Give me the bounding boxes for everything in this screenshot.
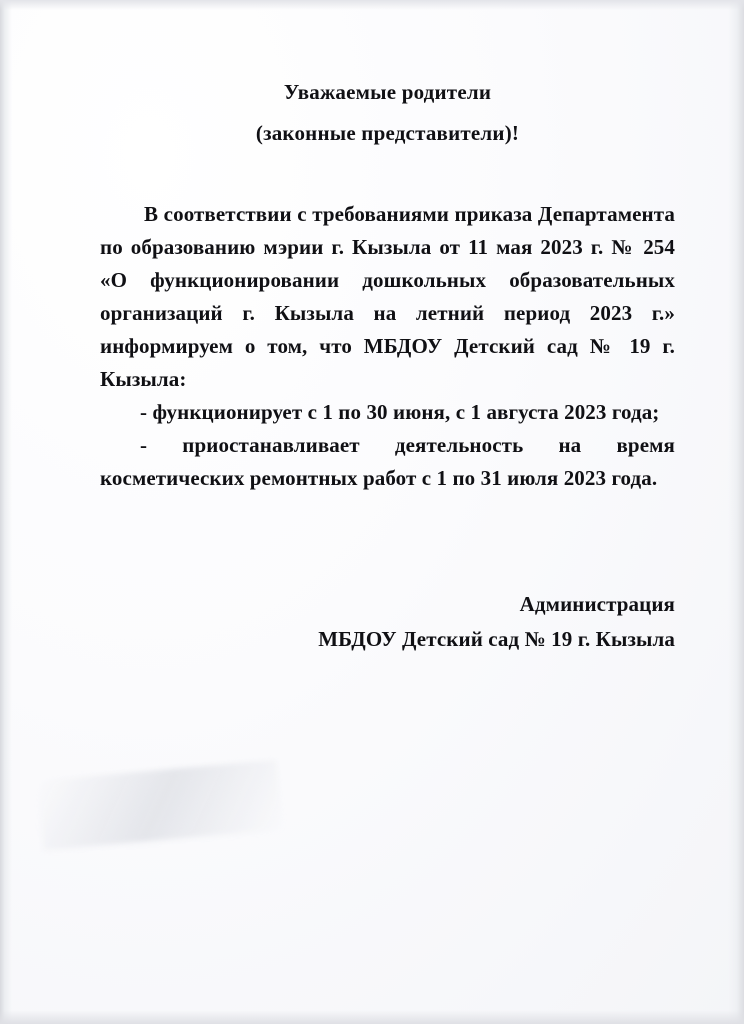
page-edge-shadow-left: [0, 0, 12, 1024]
page-edge-shadow-top: [0, 0, 744, 10]
document-paragraph-closure-dates: - приостанавливает деятельность на время косметических ремонтных работ с 1 по 31 июля 2023 года.: [100, 433, 675, 490]
paper-crease-artifact: [37, 760, 282, 851]
document-paragraph-operating-dates: - функционирует с 1 по 30 июня, с 1 августа 2023 года;: [140, 400, 660, 424]
signature-line-2: МБДОУ Детский сад № 19 г. Кызыла: [318, 627, 675, 651]
body-signature-spacer: [100, 495, 675, 587]
document-heading-line-1: Уважаемые родители: [283, 80, 492, 104]
document-heading-line-2: (законные представители)!: [255, 121, 520, 145]
document-text-block: [100, 72, 675, 657]
heading-body-spacer: [100, 154, 675, 198]
document-paragraph-main: В соответствии с требованиями приказа Департамента по образованию мэрии г. Кызыла от 11 мая 2023 г. № 254 «О функционировании дошкольных образовательных организаций г. Кызыла на летний период 2023 г.» информируем о том, что МБДОУ Детский сад № 19 г. Кызыла:: [100, 202, 675, 391]
page-edge-shadow-bottom: [0, 1010, 744, 1024]
page-edge-shadow-right: [728, 0, 744, 1024]
signature-line-1: Администрация: [519, 592, 675, 616]
